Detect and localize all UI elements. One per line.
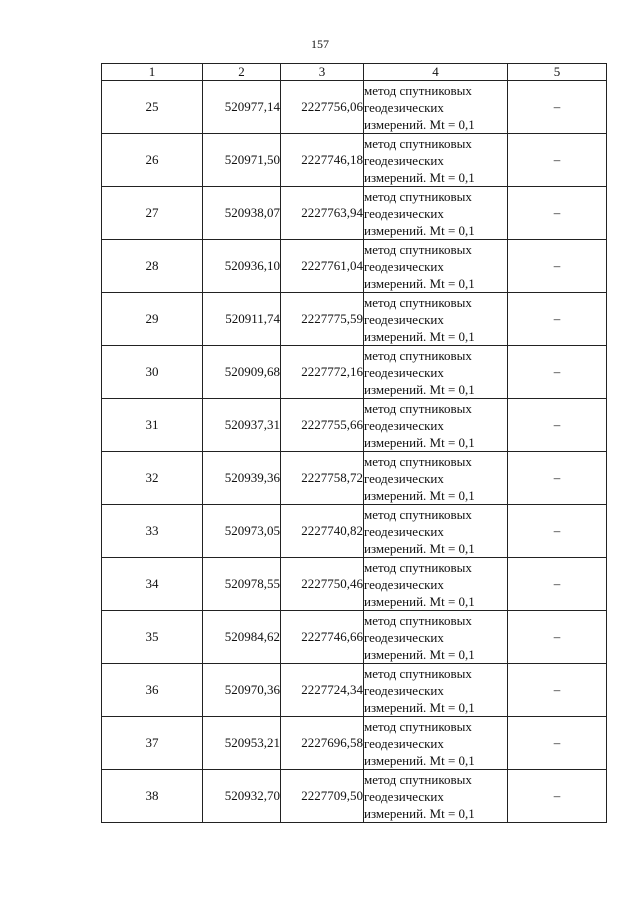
method-line: метод спутниковых	[364, 294, 472, 310]
measurement-method	[364, 505, 508, 558]
method-line: геодезических	[364, 99, 444, 115]
method-line: измерений. Mt = 0,1	[364, 328, 475, 344]
method-line: измерений. Mt = 0,1	[364, 487, 475, 503]
note-dash: –	[508, 346, 607, 399]
point-number: 31	[102, 399, 203, 452]
coordinate-x: 520937,31	[203, 399, 281, 452]
point-number: 38	[102, 770, 203, 823]
coordinate-y: 2227756,06	[281, 81, 364, 134]
table-header-row	[102, 64, 607, 81]
point-number: 33	[102, 505, 203, 558]
table-row	[102, 717, 607, 770]
method-line: метод спутниковых	[364, 506, 472, 522]
note-dash: –	[508, 134, 607, 187]
coordinate-y: 2227763,94	[281, 187, 364, 240]
measurement-method	[364, 717, 508, 770]
method-line: метод спутниковых	[364, 453, 472, 469]
note-dash: –	[508, 452, 607, 505]
method-line: метод спутниковых	[364, 347, 472, 363]
table-row	[102, 664, 607, 717]
table-row	[102, 240, 607, 293]
method-line: геодезических	[364, 523, 444, 539]
coordinate-x: 520970,36	[203, 664, 281, 717]
point-number: 29	[102, 293, 203, 346]
measurement-method	[364, 452, 508, 505]
table-body	[102, 81, 607, 823]
coordinate-x: 520973,05	[203, 505, 281, 558]
method-line: геодезических	[364, 364, 444, 380]
method-line: измерений. Mt = 0,1	[364, 222, 475, 238]
method-line: метод спутниковых	[364, 718, 472, 734]
note-dash: –	[508, 81, 607, 134]
method-line: метод спутниковых	[364, 400, 472, 416]
method-line: измерений. Mt = 0,1	[364, 805, 475, 821]
coordinate-x: 520932,70	[203, 770, 281, 823]
method-line: измерений. Mt = 0,1	[364, 275, 475, 291]
point-number: 28	[102, 240, 203, 293]
coordinate-y: 2227761,04	[281, 240, 364, 293]
table-row	[102, 558, 607, 611]
method-line: измерений. Mt = 0,1	[364, 699, 475, 715]
measurement-method	[364, 187, 508, 240]
measurement-method	[364, 81, 508, 134]
coordinate-x: 520971,50	[203, 134, 281, 187]
coordinate-y: 2227758,72	[281, 452, 364, 505]
method-line: измерений. Mt = 0,1	[364, 434, 475, 450]
method-line: геодезических	[364, 735, 444, 751]
coordinate-y: 2227775,59	[281, 293, 364, 346]
measurement-method	[364, 558, 508, 611]
coordinate-x: 520911,74	[203, 293, 281, 346]
coordinate-y: 2227746,18	[281, 134, 364, 187]
point-number: 25	[102, 81, 203, 134]
note-dash: –	[508, 187, 607, 240]
point-number: 36	[102, 664, 203, 717]
point-number: 30	[102, 346, 203, 399]
method-line: измерений. Mt = 0,1	[364, 593, 475, 609]
measurement-method	[364, 770, 508, 823]
note-dash: –	[508, 558, 607, 611]
method-line: метод спутниковых	[364, 771, 472, 787]
header-col-4: 4	[364, 64, 508, 81]
method-line: геодезических	[364, 788, 444, 804]
point-number: 26	[102, 134, 203, 187]
table-row	[102, 81, 607, 134]
coordinate-x: 520939,36	[203, 452, 281, 505]
method-line: измерений. Mt = 0,1	[364, 169, 475, 185]
note-dash: –	[508, 770, 607, 823]
header-col-1: 1	[102, 64, 203, 81]
method-line: геодезических	[364, 576, 444, 592]
table-row	[102, 770, 607, 823]
measurement-method	[364, 346, 508, 399]
coordinate-x: 520977,14	[203, 81, 281, 134]
method-line: измерений. Mt = 0,1	[364, 646, 475, 662]
note-dash: –	[508, 611, 607, 664]
coordinate-x: 520936,10	[203, 240, 281, 293]
method-line: геодезических	[364, 682, 444, 698]
method-line: геодезических	[364, 629, 444, 645]
point-number: 34	[102, 558, 203, 611]
note-dash: –	[508, 293, 607, 346]
method-line: измерений. Mt = 0,1	[364, 381, 475, 397]
header-col-3: 3	[281, 64, 364, 81]
measurement-method	[364, 293, 508, 346]
measurement-method	[364, 611, 508, 664]
table-header	[102, 64, 607, 81]
method-line: геодезических	[364, 152, 444, 168]
point-number: 37	[102, 717, 203, 770]
point-number: 27	[102, 187, 203, 240]
method-line: измерений. Mt = 0,1	[364, 116, 475, 132]
coordinate-y: 2227740,82	[281, 505, 364, 558]
note-dash: –	[508, 505, 607, 558]
point-number: 32	[102, 452, 203, 505]
table-row	[102, 611, 607, 664]
coordinate-y: 2227709,50	[281, 770, 364, 823]
method-line: геодезических	[364, 417, 444, 433]
measurement-method	[364, 399, 508, 452]
note-dash: –	[508, 717, 607, 770]
coordinate-y: 2227755,66	[281, 399, 364, 452]
note-dash: –	[508, 664, 607, 717]
method-line: метод спутниковых	[364, 135, 472, 151]
measurement-method	[364, 134, 508, 187]
coordinate-y: 2227750,46	[281, 558, 364, 611]
coordinate-y: 2227746,66	[281, 611, 364, 664]
method-line: метод спутниковых	[364, 188, 472, 204]
header-col-5: 5	[508, 64, 607, 81]
note-dash: –	[508, 399, 607, 452]
method-line: измерений. Mt = 0,1	[364, 540, 475, 556]
method-line: геодезических	[364, 258, 444, 274]
table-row	[102, 187, 607, 240]
method-line: геодезических	[364, 470, 444, 486]
method-line: метод спутниковых	[364, 559, 472, 575]
method-line: метод спутниковых	[364, 612, 472, 628]
table-row	[102, 293, 607, 346]
method-line: метод спутниковых	[364, 82, 472, 98]
page-number: 157	[311, 37, 329, 51]
coordinates-table	[101, 63, 607, 823]
coordinate-x: 520938,07	[203, 187, 281, 240]
coordinate-y: 2227772,16	[281, 346, 364, 399]
table-row	[102, 346, 607, 399]
table-row	[102, 452, 607, 505]
measurement-method	[364, 240, 508, 293]
method-line: измерений. Mt = 0,1	[364, 752, 475, 768]
coordinate-x: 520978,55	[203, 558, 281, 611]
note-dash: –	[508, 240, 607, 293]
method-line: метод спутниковых	[364, 665, 472, 681]
coordinate-x: 520953,21	[203, 717, 281, 770]
coordinate-x: 520909,68	[203, 346, 281, 399]
method-line: геодезических	[364, 205, 444, 221]
table-row	[102, 134, 607, 187]
coordinate-y: 2227724,34	[281, 664, 364, 717]
coordinate-y: 2227696,58	[281, 717, 364, 770]
method-line: метод спутниковых	[364, 241, 472, 257]
method-line: геодезических	[364, 311, 444, 327]
measurement-method	[364, 664, 508, 717]
table-row	[102, 505, 607, 558]
table-row	[102, 399, 607, 452]
header-col-2: 2	[203, 64, 281, 81]
point-number: 35	[102, 611, 203, 664]
coordinate-x: 520984,62	[203, 611, 281, 664]
